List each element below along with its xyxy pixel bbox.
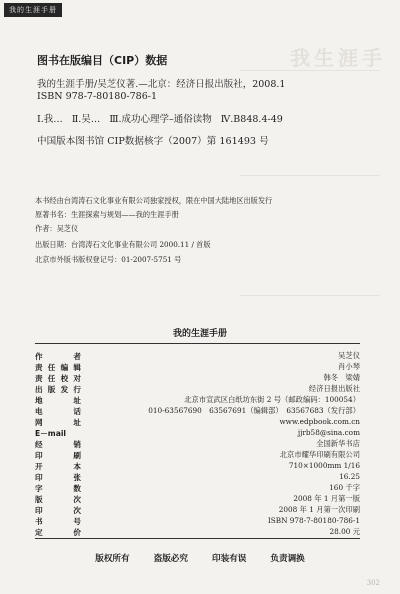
bleed-through-line <box>240 295 380 296</box>
page-number: 302 <box>366 579 380 587</box>
colophon-value: www.edpbook.com.cn <box>279 417 360 426</box>
colophon-row-sheets <box>35 472 360 483</box>
colophon-row-isbn <box>35 516 360 527</box>
license-note: 本书经由台湾涛石文化事业有限公司独家授权，限在中国大陆地区出版发行 <box>35 196 273 205</box>
colophon-value: 160 千字 <box>329 483 360 492</box>
colophon-row-word-count <box>35 483 360 494</box>
colophon-label: 印 张 <box>35 473 81 482</box>
colophon-value: 010-63567690 63567691（编辑部） 63567683（发行部） <box>148 406 360 415</box>
colophon-value: 北京市耀华印刷有限公司 <box>279 450 360 459</box>
colophon-label: 印 次 <box>35 506 81 515</box>
colophon-row-format <box>35 461 360 472</box>
cip-class-item: Ⅰ.我… <box>37 114 63 125</box>
publish-date-note: 出版日期：台湾涛石文化事业有限公司 2000.11 / 首版 <box>35 240 211 249</box>
colophon-row-publisher <box>35 384 360 395</box>
colophon-value: 北京市宣武区白纸坊东街 2 号（邮政编码：100054） <box>184 395 360 404</box>
copyright-registration-note: 北京市外版书版权登记号：01-2007-5751 号 <box>35 255 182 264</box>
colophon-label: 书 号 <box>35 517 81 526</box>
rights-notice-item: 版权所有 <box>95 554 130 564</box>
colophon-label: 地 址 <box>35 396 81 405</box>
colophon-label: 版 次 <box>35 495 81 504</box>
colophon-value: 经济日报出版社 <box>308 384 360 393</box>
cip-classification <box>37 111 289 125</box>
colophon-value: 2008 年 1 月第一版 <box>293 494 360 503</box>
colophon-value: 28.00 元 <box>329 527 360 536</box>
cip-database-number: 中国版本图书馆 CIP数据核字（2007）第 161493 号 <box>37 136 269 147</box>
colophon-value: 肖小琴 <box>338 362 360 371</box>
colophon-row-editor <box>35 362 360 373</box>
cip-class-item: Ⅱ.吴… <box>71 114 101 125</box>
colophon-value: 16.25 <box>339 472 360 481</box>
rights-notice-item: 印装有误 <box>212 554 247 564</box>
colophon-label: 责 任 编 辑 <box>35 363 81 372</box>
colophon-label: 作 者 <box>35 352 81 361</box>
colophon-row-author <box>35 351 360 362</box>
colophon-row-impression <box>35 505 360 516</box>
colophon-label: 网 址 <box>35 418 81 427</box>
colophon-row-distributor <box>35 439 360 450</box>
colophon-value: 吴芝仪 <box>338 351 360 360</box>
colophon-row-proofreader <box>35 373 360 384</box>
author-note: 作者：吴芝仪 <box>35 224 79 233</box>
colophon-label: 定 价 <box>35 528 81 537</box>
colophon-label: 开 本 <box>35 462 81 471</box>
colophon-value: jjrb58@sina.com <box>297 428 360 437</box>
colophon-row-address <box>35 395 360 406</box>
colophon-value: 2008 年 1 月第一次印刷 <box>278 505 360 514</box>
book-title: 我的生涯手册 <box>172 329 227 339</box>
colophon-row-website <box>35 417 360 428</box>
colophon-value: 韩冬 梁婧 <box>323 373 360 382</box>
colophon-value: ISBN 978-7-80180-786-1 <box>267 516 360 525</box>
rights-notice-item: 盗版必究 <box>153 554 188 564</box>
original-title-note: 原著书名：生涯探索与规划——我的生涯手册 <box>35 210 179 219</box>
bleed-through-text: 我生涯手 <box>290 46 386 70</box>
colophon-label: 电 话 <box>35 407 81 416</box>
cip-class-item: Ⅳ.B848.4-49 <box>220 114 283 125</box>
colophon-label: 责 任 校 对 <box>35 374 81 383</box>
colophon-row-edition <box>35 494 360 505</box>
colophon-value: 全国新华书店 <box>316 439 360 448</box>
colophon-label: 印 刷 <box>35 451 81 460</box>
bleed-through-line <box>240 70 380 71</box>
cip-title: 图书在版编目（CIP）数据 <box>37 54 168 67</box>
colophon-row-email <box>35 428 360 439</box>
bleed-through-line <box>240 175 380 176</box>
rights-notice-item: 负责调换 <box>270 554 305 564</box>
colophon-label: 字 数 <box>35 484 81 493</box>
divider-bottom <box>35 538 360 539</box>
colophon-row-price <box>35 527 360 538</box>
running-header-tag: 我的生涯手册 <box>4 3 62 17</box>
colophon-row-printer <box>35 450 360 461</box>
colophon-label: 出 版 发 行 <box>35 385 81 394</box>
colophon-label: 经 销 <box>35 440 81 449</box>
cip-main-entry: 我的生涯手册/吴芝仪著.—北京：经济日报出版社，2008.1 <box>37 79 286 90</box>
cip-class-item: Ⅲ.成功心理学–通俗读物 <box>109 114 212 125</box>
rights-notice <box>0 552 400 564</box>
divider-top <box>35 343 360 344</box>
cip-isbn: ISBN 978-7-80180-786-1 <box>37 91 157 102</box>
colophon-row-phone <box>35 406 360 417</box>
colophon-label: E－mail <box>35 429 67 438</box>
colophon-value: 710×1000mm 1/16 <box>288 461 360 470</box>
